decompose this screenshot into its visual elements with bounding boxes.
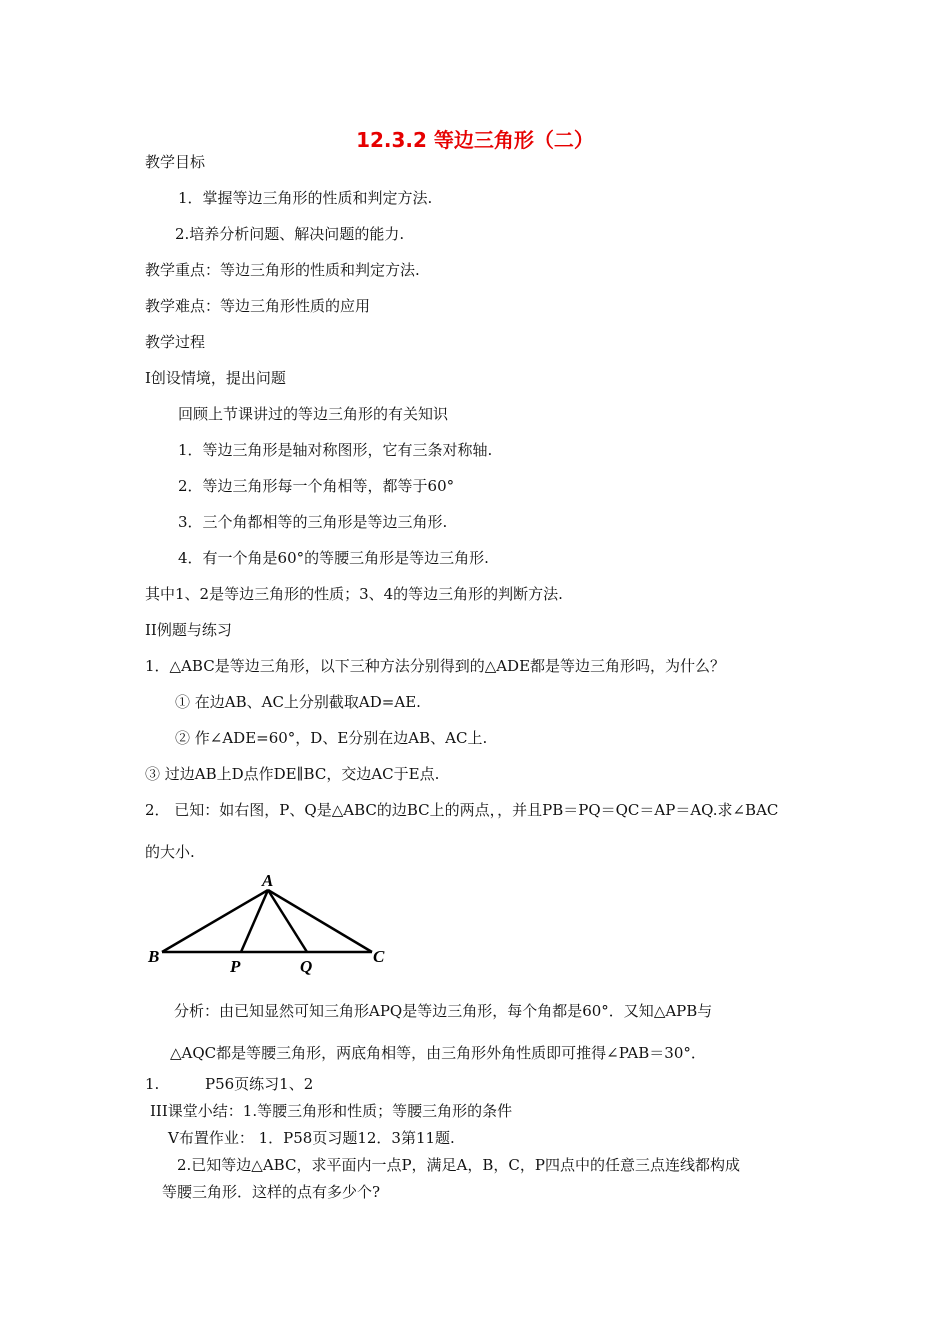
analysis-line-1: 分析：由已知显然可知三角形APQ是等边三角形，每个角都是60°．又知△APB与 bbox=[174, 1002, 713, 1020]
label-c: C bbox=[373, 947, 385, 966]
goal-item-2: 2.培养分析问题、解决问题的能力. bbox=[175, 225, 405, 243]
review-item-2: 2．等边三角形每一个角相等，都等于60° bbox=[178, 477, 455, 495]
review-item-3: 3．三个角都相等的三角形是等边三角形. bbox=[178, 513, 448, 531]
question-1-method-2: ② 作∠ADE=60°，D、E分别在边AB、AC上. bbox=[175, 729, 488, 747]
homework-2-line-1: 2.已知等边△ABC，求平面内一点P，满足A，B，C，P四点中的任意三点连线都构成 bbox=[177, 1156, 740, 1174]
practice-text: P56页练习1、2 bbox=[205, 1075, 314, 1093]
section-4-homework: V布置作业： 1．P58页习题12．3第11题. bbox=[168, 1129, 455, 1147]
key-point: 教学重点：等边三角形的性质和判定方法. bbox=[145, 261, 420, 279]
goal-heading: 教学目标 bbox=[145, 153, 206, 171]
question-2-line-2: 的大小. bbox=[145, 843, 195, 861]
section-2-heading: II例题与练习 bbox=[145, 621, 232, 639]
section-1-heading: I创设情境，提出问题 bbox=[145, 369, 286, 387]
segment-ac bbox=[268, 890, 372, 952]
label-q: Q bbox=[300, 957, 313, 976]
question-1-method-1: ① 在边AB、AC上分别截取AD=AE. bbox=[175, 693, 421, 711]
segment-aq bbox=[268, 890, 307, 952]
triangle-figure bbox=[140, 868, 400, 978]
review-intro: 回顾上节课讲过的等边三角形的有关知识 bbox=[178, 405, 449, 423]
practice-number: 1. bbox=[145, 1075, 160, 1093]
difficulty: 教学难点：等边三角形性质的应用 bbox=[145, 297, 371, 315]
label-a: A bbox=[262, 871, 274, 890]
label-b: B bbox=[148, 947, 160, 966]
document-title: 12.3.2 等边三角形（二） bbox=[356, 128, 594, 152]
section-3-summary: III课堂小结：1.等腰三角形和性质；等腰三角形的条件 bbox=[150, 1102, 513, 1120]
process-heading: 教学过程 bbox=[145, 333, 206, 351]
analysis-line-2: △AQC都是等腰三角形，两底角相等，由三角形外角性质即可推得∠PAB＝30°． bbox=[170, 1044, 706, 1062]
label-p: P bbox=[230, 957, 241, 976]
goal-item-1: 1．掌握等边三角形的性质和判定方法. bbox=[178, 189, 433, 207]
question-1: 1．△ABC是等边三角形，以下三种方法分别得到的△ADE都是等边三角形吗，为什么？ bbox=[145, 657, 726, 675]
homework-2-line-2: 等腰三角形．这样的点有多少个? bbox=[162, 1183, 381, 1201]
review-summary: 其中1、2是等边三角形的性质；3、4的等边三角形的判断方法. bbox=[145, 585, 563, 603]
review-item-4: 4．有一个角是60°的等腰三角形是等边三角形. bbox=[178, 549, 489, 567]
segment-ab bbox=[162, 890, 268, 952]
question-1-method-3: ③ 过边AB上D点作DE∥BC，交边AC于E点. bbox=[145, 765, 440, 783]
review-item-1: 1．等边三角形是轴对称图形，它有三条对称轴. bbox=[178, 441, 493, 459]
question-2-line-1: 2． 已知：如右图，P、Q是△ABC的边BC上的两点，，并且PB＝PQ＝QC＝AP＝AQ.求∠BAC bbox=[145, 801, 779, 819]
